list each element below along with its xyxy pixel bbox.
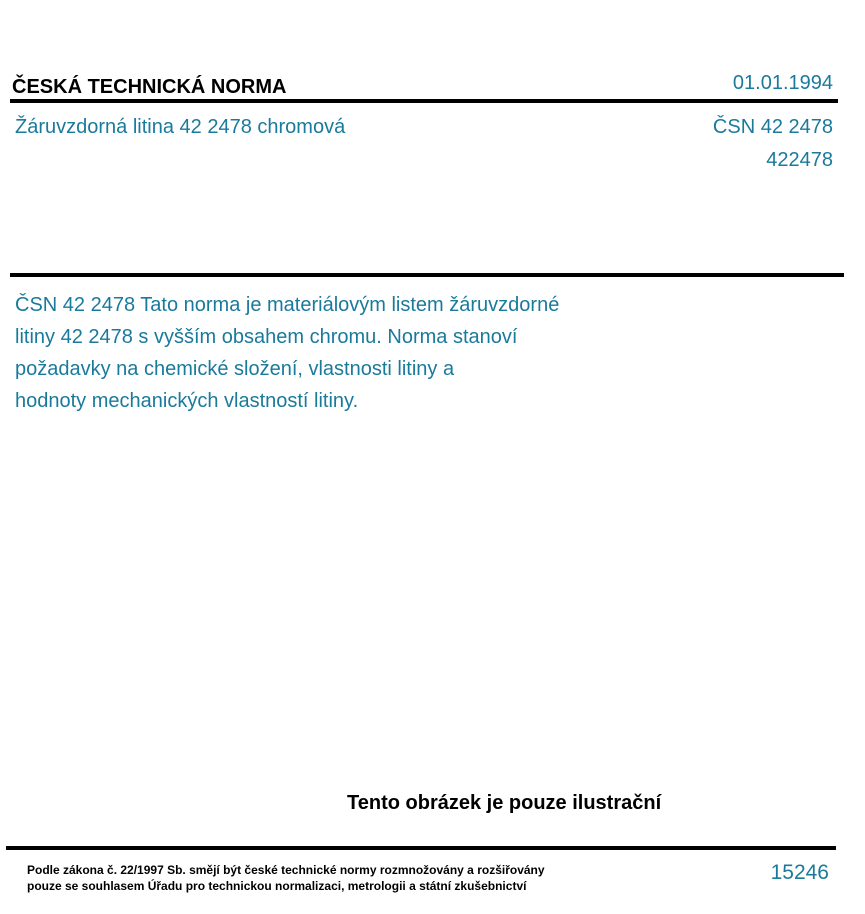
standard-code: ČSN 42 2478: [712, 116, 833, 138]
standard-name: Žáruvzdorná litina 42 2478 chromová: [15, 116, 346, 138]
issue-date: 01.01.1994: [732, 72, 833, 94]
section-divider: [10, 273, 844, 277]
footer-divider: [6, 846, 836, 850]
legal-notice: [27, 862, 545, 894]
legal-notice-line: Podle zákona č. 22/1997 Sb. smějí být české technické normy rozmnožovány a rozšiřovány: [27, 863, 545, 877]
standard-number: 422478: [766, 149, 833, 171]
document-type-title: ČESKÁ TECHNICKÁ NORMA: [12, 76, 287, 98]
abstract-text: [15, 289, 615, 417]
legal-notice-line: pouze se souhlasem Úřadu pro technickou normalizaci, metrologii a státní zkušebnictví: [27, 879, 527, 893]
abstract-line: požadavky na chemické složení, vlastnosti litiny a: [15, 358, 455, 380]
illustrative-notice: Tento obrázek je pouze ilustrační: [347, 792, 662, 814]
abstract-line: hodnoty mechanických vlastností litiny.: [15, 390, 359, 412]
abstract-line: ČSN 42 2478 Tato norma je materiálovým listem žáruvzdorné: [15, 294, 560, 316]
header-divider: [10, 99, 838, 103]
catalog-number: 15246: [770, 861, 829, 884]
abstract-line: litiny 42 2478 s vyšším obsahem chromu. Norma stanoví: [15, 326, 518, 348]
